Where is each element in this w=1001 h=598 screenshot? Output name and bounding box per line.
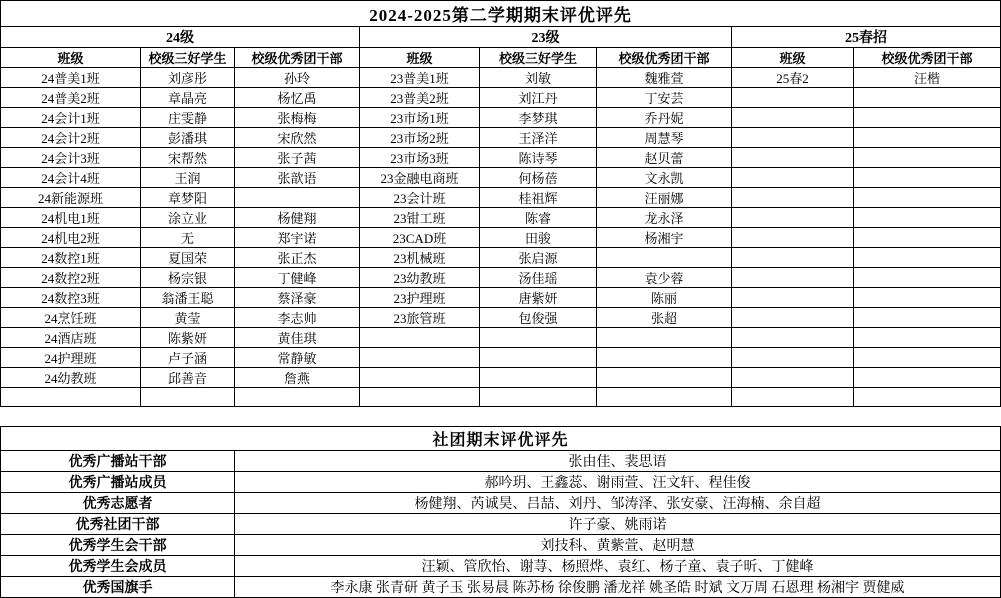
cell-tuanganbu-25 [854, 128, 1001, 148]
main-table-title: 2024-2025第二学期期末评优评先 [1, 1, 1001, 27]
cell-sanhao-23: 张启源 [480, 248, 597, 268]
main-table-row [1, 228, 1001, 248]
col-header-tuanganbu-24: 校级优秀团干部 [235, 48, 360, 68]
cell-tuanganbu-23: 乔丹妮 [597, 108, 732, 128]
club-names-list: 许子豪、姚雨诺 [235, 514, 1001, 535]
cell-class-25 [732, 288, 854, 308]
col-header-tuanganbu-25: 校级优秀团干部 [854, 48, 1001, 68]
main-table-head [1, 1, 1001, 68]
cell-tuanganbu-25 [854, 268, 1001, 288]
club-table-row [1, 535, 1001, 556]
section-header-grade-24: 24级 [1, 27, 360, 48]
cell-class-25 [732, 88, 854, 108]
cell-sanhao-24: 刘彦彤 [141, 68, 235, 88]
club-category-label: 优秀学生会干部 [1, 535, 235, 556]
cell-sanhao-24: 黄莹 [141, 308, 235, 328]
club-table-row [1, 577, 1001, 598]
cell-class-24: 24新能源班 [1, 188, 141, 208]
main-table-row [1, 208, 1001, 228]
cell-sanhao-24: 庄雯静 [141, 108, 235, 128]
cell-tuanganbu-25 [854, 348, 1001, 368]
cell-class-24: 24烹饪班 [1, 308, 141, 328]
club-names-list: 汪颖、管欣怡、谢荨、杨照烨、袁红、杨子童、袁子昕、丁健峰 [235, 556, 1001, 577]
cell-class-24: 24机电2班 [1, 228, 141, 248]
cell-class-23: 23幼教班 [360, 268, 480, 288]
cell-tuanganbu-25 [854, 328, 1001, 348]
cell-tuanganbu-24: 蔡泽豪 [235, 288, 360, 308]
club-names-list: 刘技科、黄紫萱、赵明慧 [235, 535, 1001, 556]
cell-class-23: 23旅管班 [360, 308, 480, 328]
col-header-class-24: 班级 [1, 48, 141, 68]
cell-tuanganbu-23: 袁少蓉 [597, 268, 732, 288]
club-names-list: 郝吟玥、王鑫蕊、谢雨萱、汪文轩、程佳俊 [235, 472, 1001, 493]
cell-tuanganbu-25 [854, 148, 1001, 168]
cell-sanhao-24: 邱善音 [141, 368, 235, 388]
cell-class-23 [360, 348, 480, 368]
column-header-row [1, 48, 1001, 68]
club-category-label: 优秀社团干部 [1, 514, 235, 535]
cell-class-25: 25春2 [732, 68, 854, 88]
cell-class-25 [732, 368, 854, 388]
cell-tuanganbu-24: 郑宇诺 [235, 228, 360, 248]
cell-tuanganbu-24: 张子茜 [235, 148, 360, 168]
cell-sanhao-24: 杨宗银 [141, 268, 235, 288]
club-category-label: 优秀广播站成员 [1, 472, 235, 493]
cell-tuanganbu-23: 周慧琴 [597, 128, 732, 148]
col-header-class-23: 班级 [360, 48, 480, 68]
cell-sanhao-23: 桂祖辉 [480, 188, 597, 208]
cell-class-25 [732, 208, 854, 228]
main-table-row [1, 348, 1001, 368]
cell-class-25 [732, 228, 854, 248]
cell-class-25 [732, 248, 854, 268]
section-header-grade-25spring: 25春招 [732, 27, 1001, 48]
club-names-list: 张由佳、裴思语 [235, 451, 1001, 472]
cell-class-24: 24会计4班 [1, 168, 141, 188]
cell-class-25 [732, 128, 854, 148]
club-table-row [1, 451, 1001, 472]
cell-tuanganbu-24: 丁健峰 [235, 268, 360, 288]
cell-sanhao-24: 夏国荣 [141, 248, 235, 268]
cell-tuanganbu-25 [854, 88, 1001, 108]
cell-tuanganbu-23: 陈丽 [597, 288, 732, 308]
main-table-row [1, 268, 1001, 288]
cell-class-23: 23钳工班 [360, 208, 480, 228]
cell-tuanganbu-24: 杨健翔 [235, 208, 360, 228]
main-table-row [1, 308, 1001, 328]
cell-sanhao-23 [480, 388, 597, 407]
cell-sanhao-23: 刘江丹 [480, 88, 597, 108]
cell-tuanganbu-25 [854, 288, 1001, 308]
cell-sanhao-23: 陈睿 [480, 208, 597, 228]
cell-class-24: 24护理班 [1, 348, 141, 368]
cell-tuanganbu-23: 汪丽娜 [597, 188, 732, 208]
cell-tuanganbu-25 [854, 108, 1001, 128]
cell-sanhao-24: 涂立业 [141, 208, 235, 228]
club-table-head [1, 427, 1001, 451]
main-title-row [1, 1, 1001, 27]
cell-tuanganbu-23 [597, 248, 732, 268]
cell-class-23 [360, 328, 480, 348]
cell-sanhao-24: 陈紫妍 [141, 328, 235, 348]
cell-tuanganbu-25: 汪楷 [854, 68, 1001, 88]
club-title-row [1, 427, 1001, 451]
cell-tuanganbu-25 [854, 208, 1001, 228]
cell-tuanganbu-25 [854, 168, 1001, 188]
cell-class-24: 24会计3班 [1, 148, 141, 168]
cell-class-25 [732, 328, 854, 348]
cell-class-23: 23CAD班 [360, 228, 480, 248]
cell-class-24: 24数控1班 [1, 248, 141, 268]
cell-sanhao-23 [480, 328, 597, 348]
club-table-row [1, 493, 1001, 514]
section-header-grade-23: 23级 [360, 27, 732, 48]
cell-sanhao-23: 何杨蓓 [480, 168, 597, 188]
cell-class-24: 24会计2班 [1, 128, 141, 148]
cell-class-23: 23市场3班 [360, 148, 480, 168]
cell-class-25 [732, 348, 854, 368]
cell-sanhao-23: 汤佳瑶 [480, 268, 597, 288]
main-table-row [1, 328, 1001, 348]
cell-class-25 [732, 268, 854, 288]
cell-class-23: 23市场2班 [360, 128, 480, 148]
cell-class-24: 24酒店班 [1, 328, 141, 348]
club-table-body [1, 451, 1001, 598]
main-table-row [1, 168, 1001, 188]
cell-tuanganbu-24: 黄佳琪 [235, 328, 360, 348]
cell-class-23: 23护理班 [360, 288, 480, 308]
cell-tuanganbu-24: 张歆语 [235, 168, 360, 188]
cell-class-25 [732, 168, 854, 188]
col-header-tuanganbu-23: 校级优秀团干部 [597, 48, 732, 68]
cell-class-24: 24普美1班 [1, 68, 141, 88]
cell-tuanganbu-23: 赵贝蕾 [597, 148, 732, 168]
cell-tuanganbu-24: 常静敏 [235, 348, 360, 368]
cell-sanhao-24: 彭潘琪 [141, 128, 235, 148]
cell-sanhao-24: 王润 [141, 168, 235, 188]
main-table-row [1, 368, 1001, 388]
club-awards-table [0, 426, 1001, 598]
cell-sanhao-24: 翁潘王聪 [141, 288, 235, 308]
cell-tuanganbu-23 [597, 328, 732, 348]
cell-tuanganbu-25 [854, 228, 1001, 248]
club-category-label: 优秀志愿者 [1, 493, 235, 514]
club-table-title: 社团期末评优评先 [1, 427, 1001, 451]
cell-class-25 [732, 188, 854, 208]
main-table-row [1, 288, 1001, 308]
cell-tuanganbu-24: 张梅梅 [235, 108, 360, 128]
cell-class-23 [360, 388, 480, 407]
cell-sanhao-23: 唐紫妍 [480, 288, 597, 308]
cell-tuanganbu-23: 丁安芸 [597, 88, 732, 108]
cell-tuanganbu-23: 魏雅萱 [597, 68, 732, 88]
cell-tuanganbu-23 [597, 368, 732, 388]
cell-class-24: 24幼教班 [1, 368, 141, 388]
cell-tuanganbu-24: 詹燕 [235, 368, 360, 388]
cell-sanhao-24: 章梦阳 [141, 188, 235, 208]
cell-class-24: 24普美2班 [1, 88, 141, 108]
cell-tuanganbu-23 [597, 388, 732, 407]
cell-tuanganbu-25 [854, 368, 1001, 388]
cell-tuanganbu-25 [854, 248, 1001, 268]
cell-class-24: 24数控3班 [1, 288, 141, 308]
club-category-label: 优秀广播站干部 [1, 451, 235, 472]
main-table-row [1, 128, 1001, 148]
cell-sanhao-23 [480, 348, 597, 368]
cell-sanhao-24: 卢子涵 [141, 348, 235, 368]
club-category-label: 优秀国旗手 [1, 577, 235, 598]
main-table-row [1, 108, 1001, 128]
col-header-class-25: 班级 [732, 48, 854, 68]
cell-class-23 [360, 368, 480, 388]
cell-tuanganbu-24: 张正杰 [235, 248, 360, 268]
cell-tuanganbu-23: 文永凯 [597, 168, 732, 188]
cell-tuanganbu-24 [235, 188, 360, 208]
main-table-row [1, 148, 1001, 168]
main-table-row [1, 248, 1001, 268]
cell-sanhao-23: 王泽洋 [480, 128, 597, 148]
cell-sanhao-23: 李梦琪 [480, 108, 597, 128]
cell-sanhao-24: 宋帮然 [141, 148, 235, 168]
cell-tuanganbu-24: 李志帅 [235, 308, 360, 328]
club-table-row [1, 556, 1001, 577]
cell-class-23: 23普美1班 [360, 68, 480, 88]
cell-class-25 [732, 108, 854, 128]
cell-class-24 [1, 388, 141, 407]
cell-sanhao-23: 陈诗琴 [480, 148, 597, 168]
main-table-row [1, 188, 1001, 208]
cell-sanhao-24 [141, 388, 235, 407]
cell-tuanganbu-24: 杨忆禹 [235, 88, 360, 108]
cell-tuanganbu-25 [854, 388, 1001, 407]
cell-tuanganbu-23: 张超 [597, 308, 732, 328]
cell-tuanganbu-24: 孙玲 [235, 68, 360, 88]
cell-class-23: 23机械班 [360, 248, 480, 268]
cell-sanhao-23: 包俊强 [480, 308, 597, 328]
cell-sanhao-23 [480, 368, 597, 388]
cell-sanhao-24: 无 [141, 228, 235, 248]
cell-class-24: 24会计1班 [1, 108, 141, 128]
main-table-row [1, 388, 1001, 407]
club-table-row [1, 472, 1001, 493]
cell-tuanganbu-23: 杨湘宇 [597, 228, 732, 248]
cell-tuanganbu-24 [235, 388, 360, 407]
main-table-row [1, 68, 1001, 88]
grade-section-row [1, 27, 1001, 48]
cell-class-23: 23市场1班 [360, 108, 480, 128]
cell-tuanganbu-23 [597, 348, 732, 368]
cell-class-25 [732, 148, 854, 168]
main-table-body [1, 68, 1001, 407]
cell-class-25 [732, 308, 854, 328]
cell-tuanganbu-24: 宋欣然 [235, 128, 360, 148]
club-names-list: 杨健翔、芮诚昊、吕喆、刘丹、邹涛泽、张安豪、汪海楠、余自超 [235, 493, 1001, 514]
cell-sanhao-23: 田骏 [480, 228, 597, 248]
cell-class-24: 24数控2班 [1, 268, 141, 288]
club-names-list: 李永康 张青研 黄子玉 张易晨 陈苏杨 徐俊鹏 潘龙祥 姚圣皓 时斌 文万周 石恩理 杨湘宇 贾健威 [235, 577, 1001, 598]
col-header-sanhao-24: 校级三好学生 [141, 48, 235, 68]
cell-tuanganbu-25 [854, 188, 1001, 208]
cell-class-24: 24机电1班 [1, 208, 141, 228]
cell-class-25 [732, 388, 854, 407]
cell-sanhao-23: 刘敏 [480, 68, 597, 88]
cell-class-23: 23会计班 [360, 188, 480, 208]
cell-class-23: 23普美2班 [360, 88, 480, 108]
club-category-label: 优秀学生会成员 [1, 556, 235, 577]
club-table-row [1, 514, 1001, 535]
cell-tuanganbu-25 [854, 308, 1001, 328]
col-header-sanhao-23: 校级三好学生 [480, 48, 597, 68]
cell-sanhao-24: 章晶亮 [141, 88, 235, 108]
cell-class-23: 23金融电商班 [360, 168, 480, 188]
cell-tuanganbu-23: 龙永泽 [597, 208, 732, 228]
main-table-row [1, 88, 1001, 108]
